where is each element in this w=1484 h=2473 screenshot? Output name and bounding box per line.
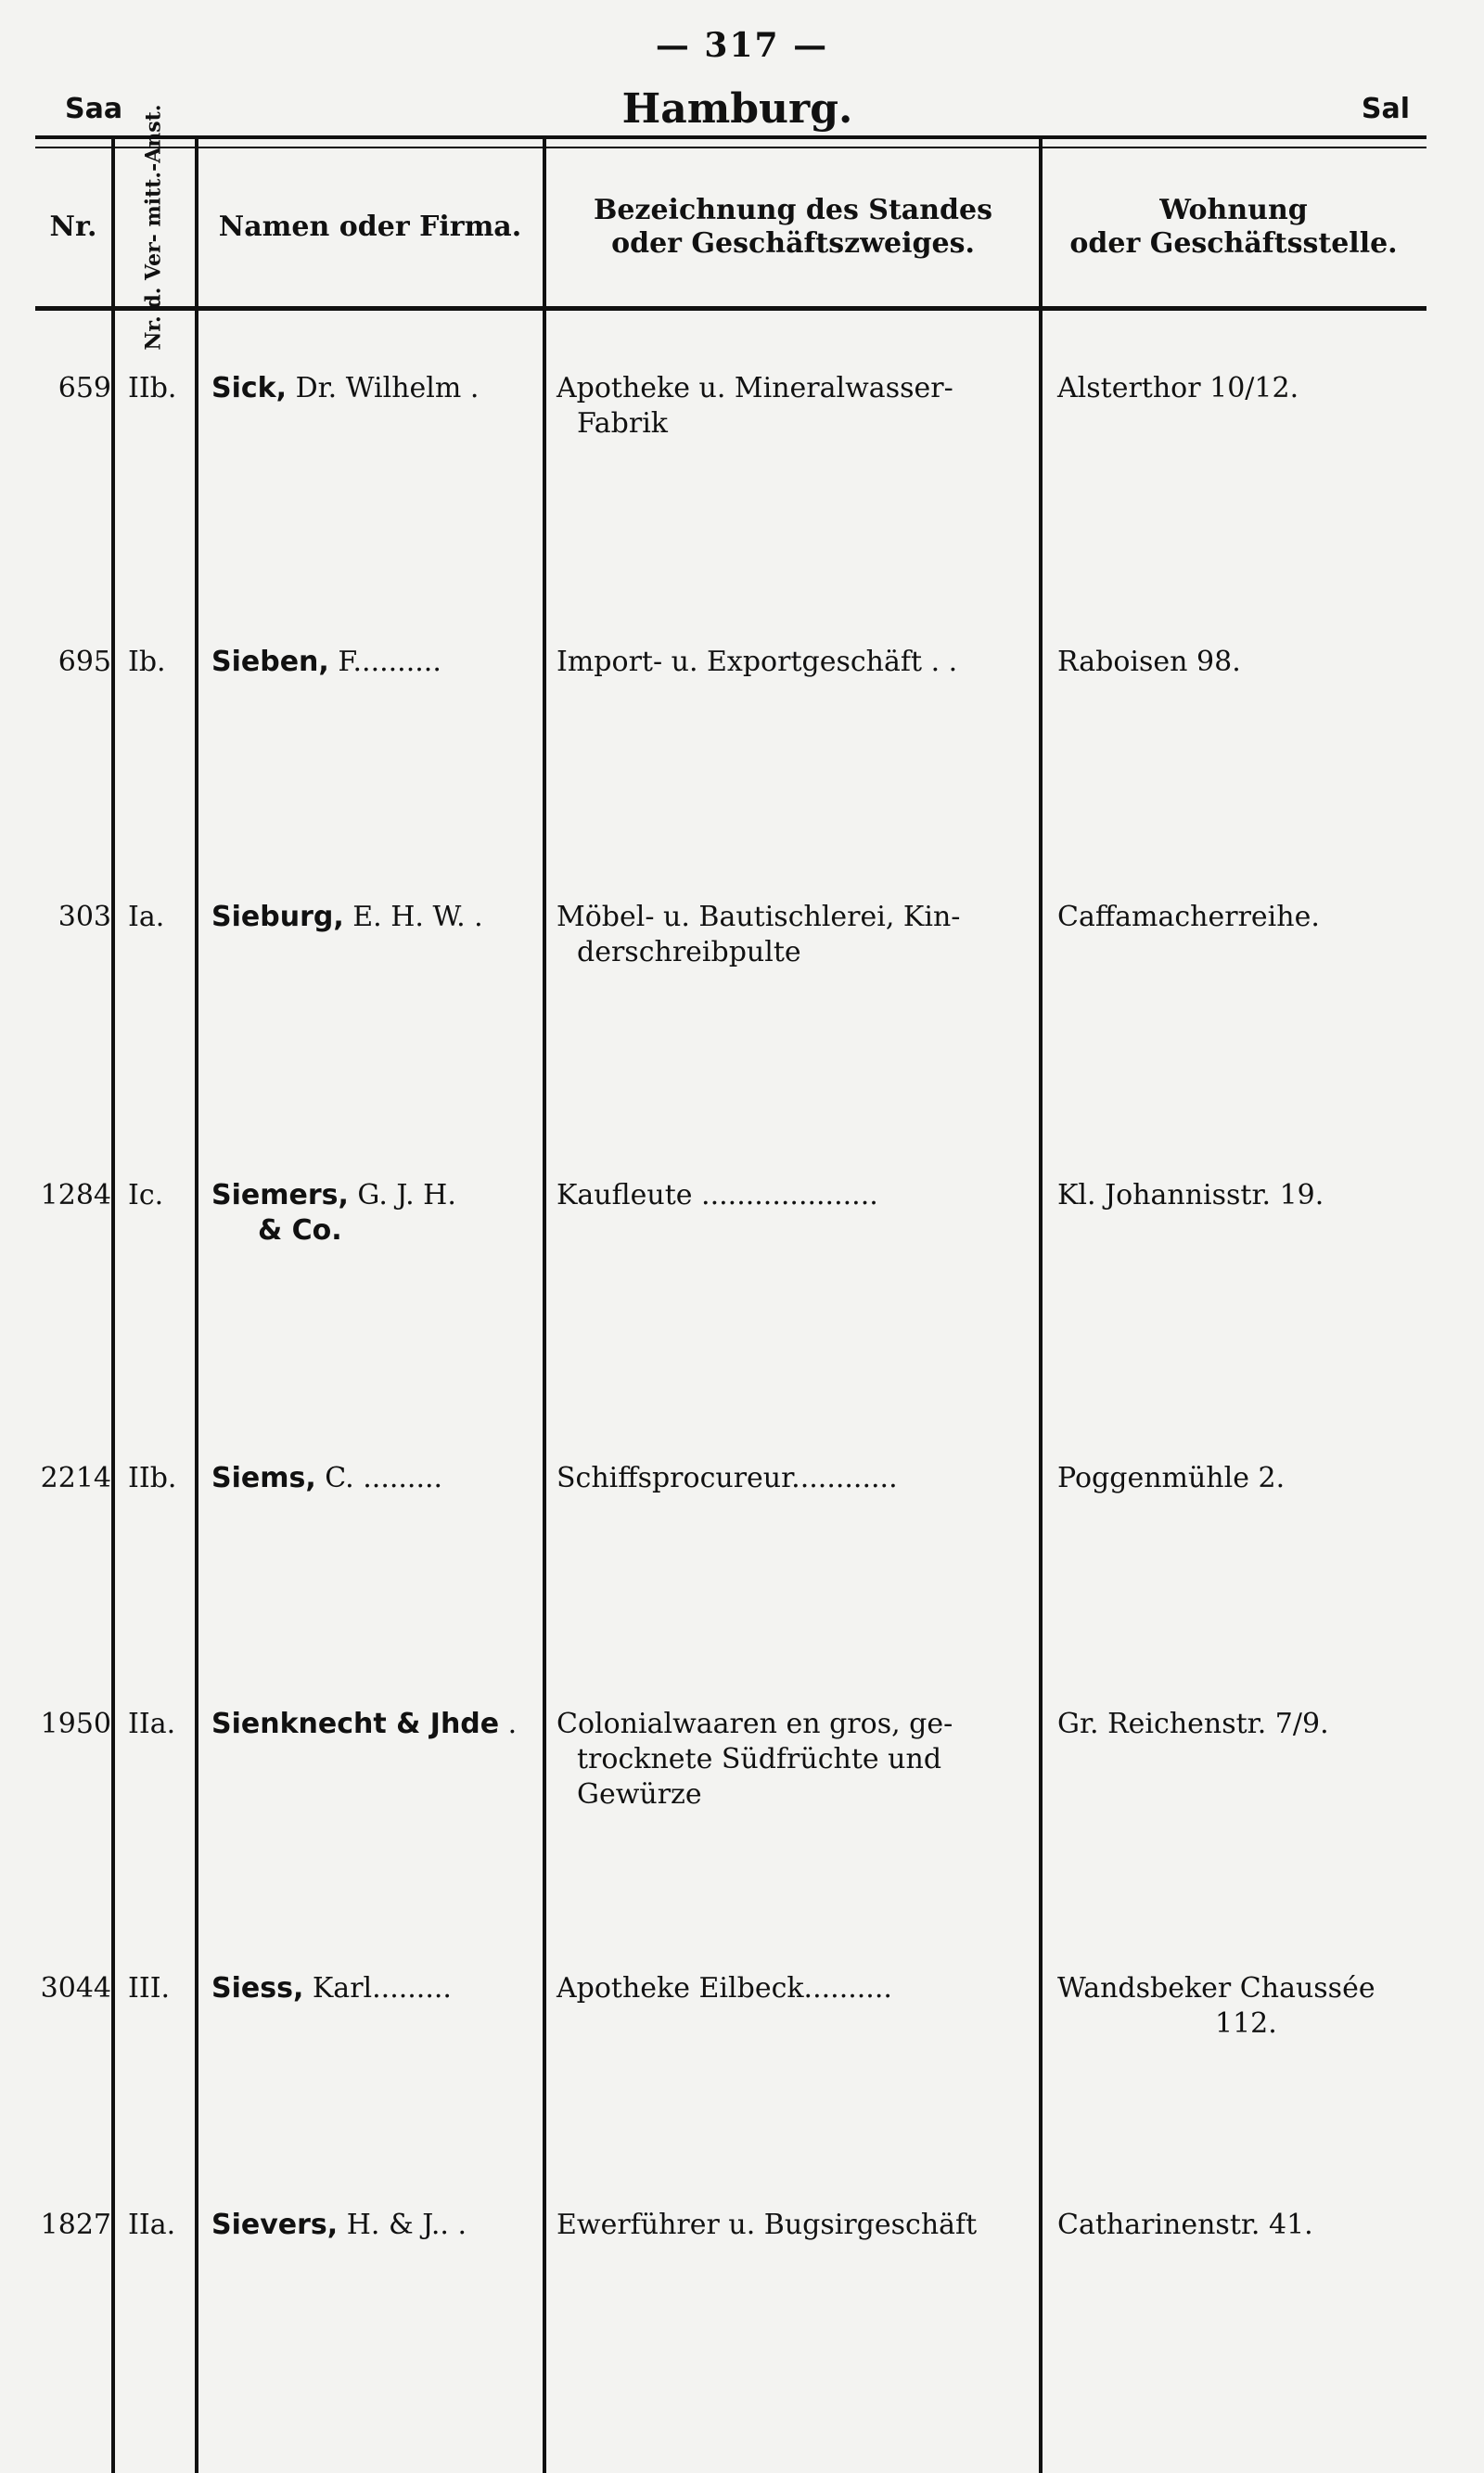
entry-number: 3044: [40, 1972, 111, 2005]
entry-firm: Siess,: [211, 1972, 304, 2005]
table-row: [0, 645, 1484, 747]
entry-trade: [556, 1707, 1030, 1813]
entry-name: [211, 1971, 545, 2042]
entry-trade-line1: Import- u. Exportgeschäft . .: [556, 646, 958, 678]
entry-name-rest: F..........: [328, 646, 441, 678]
entry-agency: III.: [128, 1972, 171, 2005]
entry-name-rest: Karl.........: [303, 1972, 452, 2005]
entry-number: 659: [58, 372, 111, 404]
entry-agency: IIa.: [128, 2209, 176, 2241]
entry-address-line1: Raboisen 98.: [1057, 646, 1241, 678]
entry-trade: [556, 2208, 1030, 2243]
table-row: [0, 371, 1484, 473]
column-header-trade-line1: Bezeichnung des Standes: [593, 194, 993, 226]
column-header-address: [1043, 148, 1424, 306]
entry-agency: IIb.: [128, 1462, 177, 1494]
entry-address-line1: Gr. Reichenstr. 7/9.: [1057, 1708, 1329, 1740]
entry-address: [1057, 1971, 1428, 2042]
entry-trade-line2: trocknete Südfrüchte und: [577, 1743, 942, 1775]
entry-address-line2: 112.: [1215, 2007, 1277, 2040]
entry-address-line1: Kl. Johannisstr. 19.: [1057, 1179, 1324, 1211]
column-header-address-line2: oder Geschäftsstelle.: [1069, 227, 1398, 260]
entry-trade-line2: derschreibpulte: [577, 936, 801, 968]
entry-address: [1057, 900, 1428, 935]
running-head-left: Saa: [65, 93, 123, 125]
entry-trade: [556, 1971, 1030, 2006]
entry-name-rest: G. J. H.: [348, 1179, 456, 1211]
entry-trade-line1: Apotheke u. Mineralwasser-: [556, 372, 953, 404]
entry-number: 695: [58, 646, 111, 678]
entry-name: [211, 1178, 545, 1249]
column-divider-3: [543, 139, 546, 2473]
entry-name: [211, 645, 545, 715]
entry-name: [211, 371, 545, 442]
table-row: [0, 1178, 1484, 1280]
entry-address: [1057, 1707, 1428, 1742]
entry-address: [1057, 645, 1428, 680]
entry-trade-line1: Apotheke Eilbeck..........: [556, 1972, 892, 2005]
column-header-name: Namen oder Firma.: [218, 211, 522, 243]
entry-firm: Sick,: [211, 372, 288, 404]
running-head: [65, 85, 1410, 132]
entry-trade-line1: Colonialwaaren en gros, ge-: [556, 1708, 953, 1740]
entry-address-line1: Catharinenstr. 41.: [1057, 2209, 1313, 2241]
column-header-nr: Nr.: [49, 211, 97, 243]
column-header-anst: [115, 104, 193, 351]
header-bottom-rule: [35, 306, 1426, 311]
entry-name-rest: .: [499, 1708, 518, 1740]
entry-name: [211, 1461, 545, 1531]
entry-name-rest: C. .........: [315, 1462, 443, 1494]
table-row: [0, 1461, 1484, 1563]
entry-name-line2: & Co.: [258, 1214, 342, 1247]
entry-agency: IIb.: [128, 372, 177, 404]
column-divider-1: [111, 139, 115, 2473]
running-head-right: Sal: [1361, 93, 1410, 125]
entry-number: 303: [58, 901, 111, 933]
entry-trade-line1: Ewerführer u. Bugsirgeschäft: [556, 2209, 978, 2241]
entry-address: [1057, 1461, 1428, 1496]
entry-firm: Sienknecht & Jhde: [211, 1708, 500, 1740]
entry-address: [1057, 1178, 1428, 1213]
entry-address: [1057, 2208, 1428, 2243]
entry-trade: [556, 371, 1030, 442]
entry-agency: Ib.: [128, 646, 166, 678]
entry-number: 1950: [40, 1708, 111, 1740]
table-row: [0, 900, 1484, 1002]
entry-address-line1: Alsterthor 10/12.: [1057, 372, 1299, 404]
entry-agency: Ic.: [128, 1179, 164, 1211]
entry-trade-line1: Kaufleute ....................: [556, 1179, 878, 1211]
entry-agency: Ia.: [128, 901, 165, 933]
entry-firm: Siems,: [211, 1462, 316, 1494]
entry-trade: [556, 1461, 1030, 1496]
page-number: — 317 —: [655, 26, 829, 65]
column-header-trade-line2: oder Geschäftszweiges.: [611, 227, 975, 260]
entry-trade-line1: Möbel- u. Bautischlerei, Kin-: [556, 901, 961, 933]
entry-address-line1: Wandsbeker Chaussée: [1057, 1972, 1375, 2005]
entry-trade: [556, 1178, 1030, 1213]
entry-trade-line1: Schiffsprocureur............: [556, 1462, 898, 1494]
entry-trade: [556, 900, 1030, 970]
table-row: [0, 1707, 1484, 1809]
entry-name: [211, 1707, 545, 1777]
entry-name-rest: H. & J.. .: [338, 2209, 467, 2241]
entry-firm: Siemers,: [211, 1179, 349, 1211]
header-top-rule: [35, 135, 1426, 148]
entry-number: 2214: [40, 1462, 111, 1494]
column-header-trade: [547, 148, 1039, 306]
table-row: [0, 1971, 1484, 2073]
entry-name: [211, 2208, 545, 2278]
entry-trade-line3: Gewürze: [577, 1778, 702, 1811]
entry-name: [211, 900, 545, 970]
table-row: [0, 2208, 1484, 2310]
entry-trade-line2: Fabrik: [577, 407, 668, 440]
entry-firm: Sieburg,: [211, 901, 344, 933]
column-divider-2: [195, 139, 198, 2473]
entry-number: 1827: [40, 2209, 111, 2241]
entry-address: [1057, 371, 1428, 406]
entry-address-line1: Poggenmühle 2.: [1057, 1462, 1286, 1494]
entry-firm: Sieben,: [211, 646, 329, 678]
entry-number: 1284: [40, 1179, 111, 1211]
column-header-address-line1: Wohnung: [1159, 194, 1308, 226]
entry-name-rest: E. H. W. .: [343, 901, 483, 933]
entry-trade: [556, 645, 1030, 680]
entry-address-line1: Caffamacherreihe.: [1057, 901, 1320, 933]
entry-name-rest: Dr. Wilhelm .: [287, 372, 480, 404]
entry-agency: IIa.: [128, 1708, 176, 1740]
column-header-anst-label: Nr. d. Ver- mitt.-Anst.: [141, 104, 166, 351]
page-title: Hamburg.: [621, 85, 853, 133]
entry-firm: Sievers,: [211, 2209, 339, 2241]
column-divider-4: [1039, 139, 1043, 2473]
